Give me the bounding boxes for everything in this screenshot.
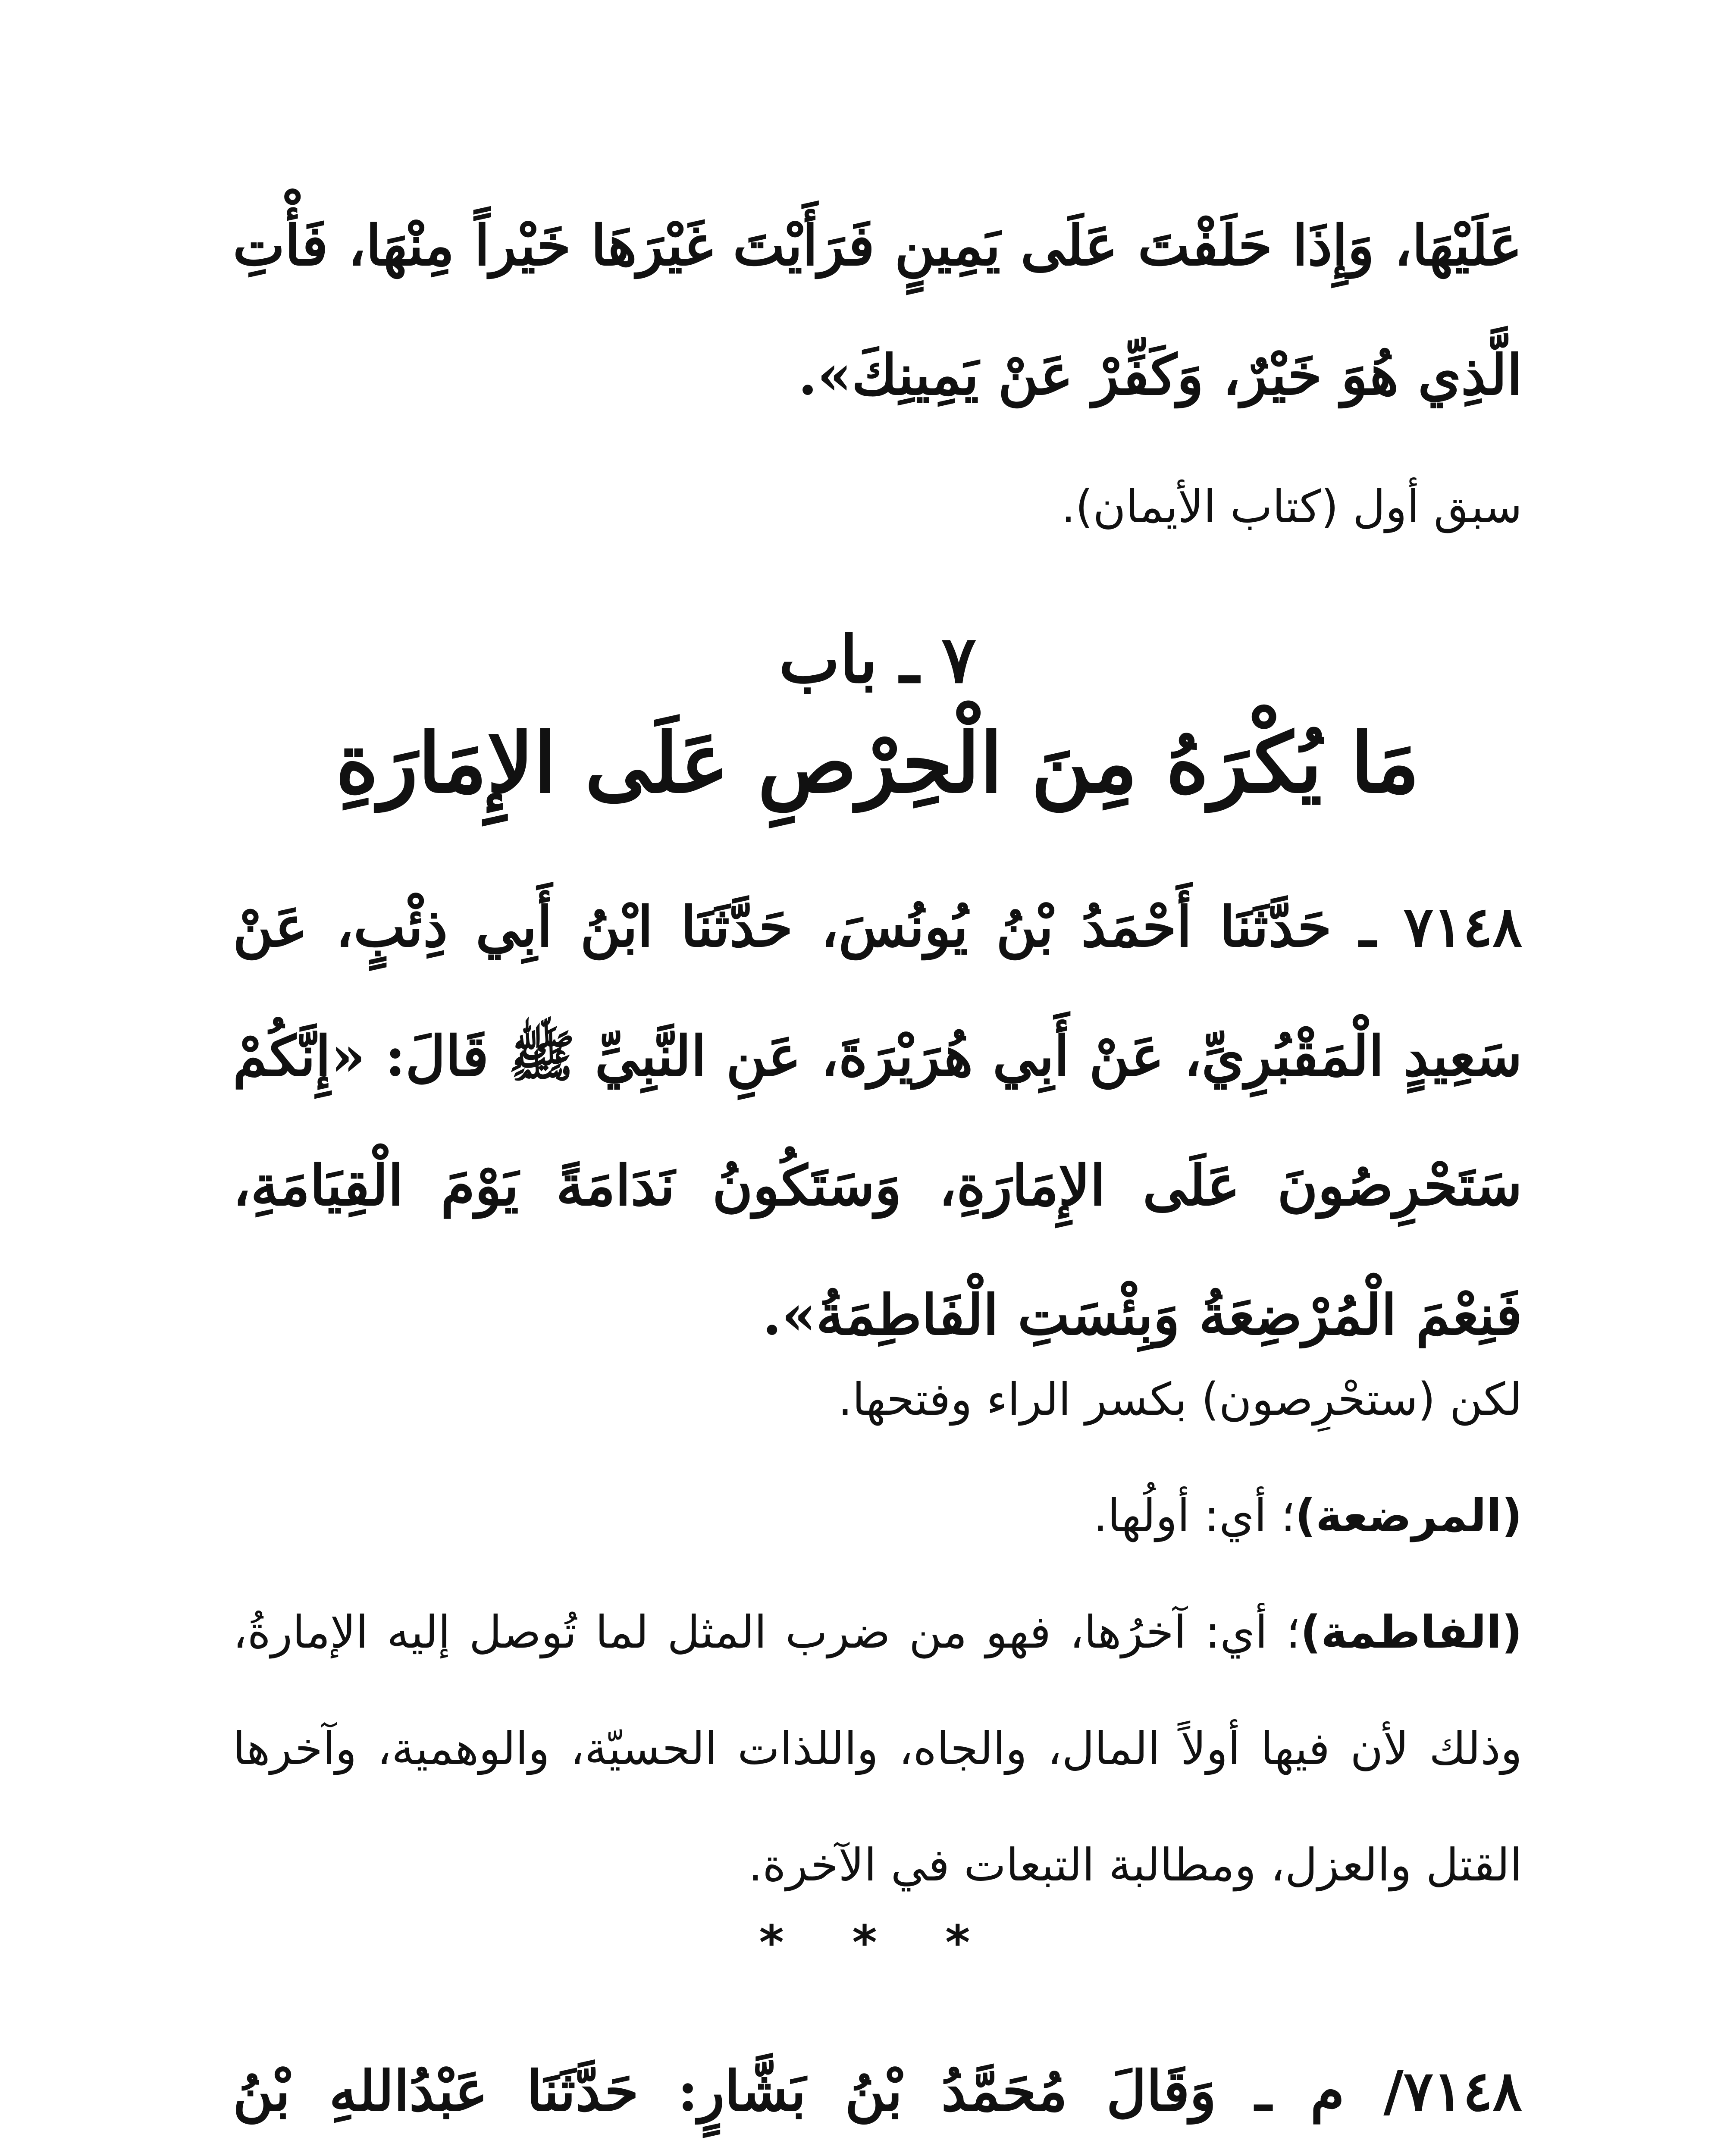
commentary-line-1	[233, 1341, 1522, 1457]
commentary-explanation	[233, 1341, 1522, 1923]
term-label-fatimah: (الفاطمة)	[1300, 1606, 1522, 1658]
commentary-line-2-text: ؛ أي: أولُها.	[1093, 1489, 1295, 1542]
hadith-continuation-paragraph: عَلَيْهَا، وَإِذَا حَلَفْتَ عَلَى يَمِينٍ فَرَأَيْتَ غَيْرَهَا خَيْراً مِنْهَا، فَأْتِ الَّذِي هُوَ خَيْرٌ، وَكَفِّرْ عَنْ يَمِينِكَ».	[233, 213, 1522, 407]
term-label-murdiah: (المرضعة)	[1295, 1489, 1522, 1542]
commentary-line-2	[233, 1457, 1522, 1574]
hadith-7148m-paragraph: ٧١٤٨/ م ـ وَقَالَ مُحَمَّدُ بْنُ بَشَّارٍ: حَدَّثَنَا عَبْدُاللهِ بْنُ	[233, 2059, 1522, 2124]
chapter-number-heading: ٧ ـ باب	[779, 622, 976, 698]
section-separator: * * *	[759, 1915, 996, 1970]
chapter-title-heading: مَا يُكْرَهُ مِنَ الْحِرْصِ عَلَى الإِمَارَةِ	[335, 715, 1420, 811]
commentary-line-3	[233, 1574, 1522, 1923]
commentary-note: سبق أول (كتاب الأيمان).	[1061, 480, 1522, 533]
hadith-7148-paragraph: ٧١٤٨ ـ حَدَّثَنَا أَحْمَدُ بْنُ يُونُسَ، حَدَّثَنَا ابْنُ أَبِي ذِئْبٍ، عَنْ سَعِيدٍ الْمَقْبُرِيِّ، عَنْ أَبِي هُرَيْرَةَ، عَنِ النَّبِيِّ ﷺ قَالَ: «إِنَّكُمْ سَتَحْرِصُونَ عَلَى الإِمَارَةِ، وَسَتَكُونُ نَدَامَةً يَوْمَ الْقِيَامَةِ، فَنِعْمَ الْمُرْضِعَةُ وَبِئْسَتِ الْفَاطِمَةُ».	[233, 895, 1522, 1348]
commentary-line-1-text: لكن (ستحْرِصون) بكسر الراء وفتحها.	[838, 1373, 1522, 1426]
commentary-line-3-text: ؛ أي: آخرُها، فهو من ضرب المثل لما تُوصل إليه الإمارةُ، وذلك لأن فيها أولاً المال، والجاه، واللذات الحسيّة، والوهمية، وآخرها القتل والعزل، ومطالبة التبعات في الآخرة.	[233, 1606, 1522, 1891]
